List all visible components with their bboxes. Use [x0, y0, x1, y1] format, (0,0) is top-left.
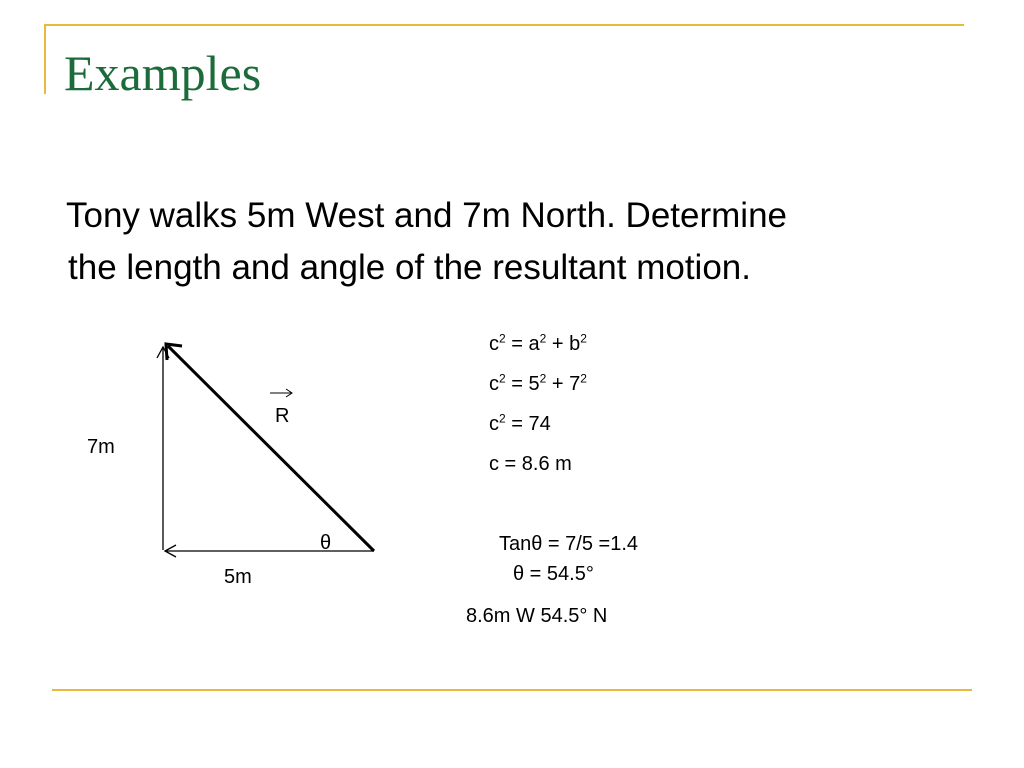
slide-title: Examples	[64, 45, 262, 101]
angle-label: θ	[320, 532, 332, 554]
equation-pythagorean: $c^2 = a^2 + b^2$	[489, 331, 587, 355]
angle-result: θ = 54.5°	[513, 563, 594, 585]
equation-result: c = 8.6 m	[489, 453, 572, 475]
problem-line-1: Tony walks 5m West and 7m North. Determine	[66, 196, 788, 235]
resultant-vector-line	[168, 346, 374, 551]
tangent-equation: Tanθ = 7/5 =1.4	[499, 533, 639, 555]
resultant-label: R	[275, 405, 290, 427]
equation-sum: $c^2 = 74$	[489, 411, 551, 435]
horizontal-side-label: 5m	[224, 566, 252, 588]
problem-line-2: the length and angle of the resultant motion.	[68, 248, 751, 287]
final-answer: 8.6m W 54.5° N	[466, 605, 608, 627]
vertical-side-label: 7m	[87, 436, 115, 458]
equation-substitution: $c^2 = 5^2 + 7^2$	[489, 371, 587, 395]
